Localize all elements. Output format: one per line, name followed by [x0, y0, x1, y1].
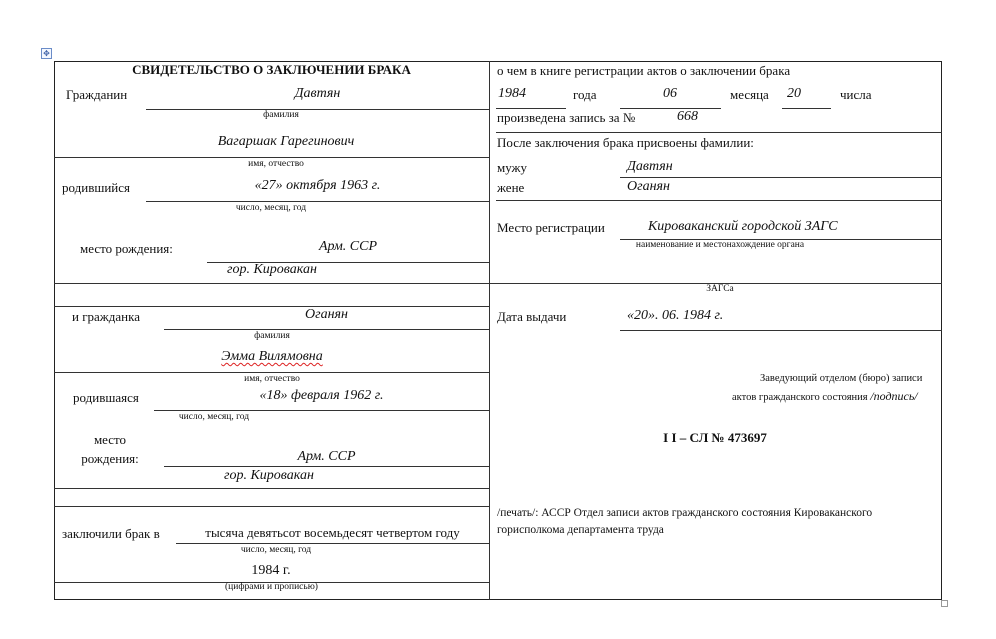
day-label: числа: [840, 87, 872, 102]
record-line: [496, 132, 942, 133]
row-border: [54, 157, 489, 158]
name2-caption: имя, отчество: [244, 374, 300, 384]
surname-caption: фамилия: [263, 110, 299, 120]
husband-label: мужу: [497, 160, 528, 175]
surname2-line: [164, 329, 489, 330]
head-line-1: Заведующий отделом (бюро) записи: [760, 373, 923, 384]
citizen2-surname: Оганян: [305, 307, 348, 322]
table-move-handle-icon[interactable]: ✥: [41, 48, 52, 59]
certificate-title: СВИДЕТЕЛЬСТВО О ЗАКЛЮЧЕНИИ БРАКА: [132, 62, 411, 77]
wife-line: [496, 200, 942, 201]
seal-line-2: горисполкома департамента труда: [497, 524, 664, 536]
surnames-line: После заключения брака присвоены фамилии:: [497, 135, 754, 150]
citizen-surname: Давтян: [294, 86, 341, 101]
issue-line: [620, 330, 942, 331]
row-border: [54, 372, 489, 373]
row-border: [54, 283, 942, 284]
citizen-label: Гражданин: [66, 87, 128, 102]
birthplace-region: Арм. ССР: [318, 239, 378, 254]
date2-line: [154, 410, 489, 411]
birthplace2-label-2: рождения:: [81, 451, 139, 466]
married-label: заключили брак в: [62, 526, 160, 541]
series-number: I I – СЛ № 473697: [663, 430, 767, 445]
date-caption: число, месяц, год: [235, 203, 307, 213]
birthplace2-label-1: место: [93, 432, 127, 447]
date2-caption: число, месяц, год: [178, 412, 250, 422]
head-line-2: [732, 389, 918, 404]
citizen-name: Вагаршак Гарегинович: [217, 134, 355, 149]
record-no: 668: [677, 109, 698, 124]
day-line: [782, 108, 831, 109]
record-year: 1984: [498, 86, 526, 101]
married-caption: число, месяц, год: [240, 545, 312, 555]
date-line: [146, 201, 489, 202]
wife-label: жене: [497, 180, 525, 195]
citizen2-label: и гражданка: [72, 309, 141, 324]
wife-surname: Оганян: [627, 179, 670, 194]
row-border: [54, 488, 489, 489]
record-book-line: о чем в книге регистрации актов о заключении брака: [497, 63, 791, 78]
married-year: 1984 г.: [251, 563, 291, 578]
married-line: [176, 543, 489, 544]
year-line: [496, 108, 566, 109]
married-year-caption: (цифрами и прописью): [225, 582, 318, 592]
head-line-2-text: актов гражданского состояния: [732, 392, 868, 403]
husband-surname: Давтян: [627, 159, 673, 174]
issue-date: «20». 06. 1984 г.: [627, 308, 724, 323]
birthplace2-region: Арм. ССР: [297, 449, 356, 464]
reg-place: Кироваканский городской ЗАГС: [648, 219, 838, 234]
born-label: родившийся: [62, 180, 131, 195]
seal-line-1: /печать/: АССР Отдел записи актов гражданского состояния Кироваканского: [497, 507, 873, 519]
row-border: [54, 506, 489, 507]
birthplace2-line: [164, 466, 489, 467]
reg-place-label: Место регистрации: [497, 220, 605, 235]
year-label: года: [573, 87, 597, 102]
record-day: 20: [787, 86, 801, 101]
born2-label: родившаяся: [73, 390, 139, 405]
born2-date: «18» февраля 1962 г.: [259, 388, 384, 403]
citizen2-name: [164, 349, 380, 365]
reg-caption: наименование и местонахождение органа: [635, 240, 805, 250]
birthplace2-city: гор. Кировакан: [224, 468, 314, 483]
record-no-label: произведена запись за №: [497, 110, 636, 125]
column-divider: [489, 61, 490, 600]
issue-label: Дата выдачи: [497, 309, 567, 324]
table-resize-handle[interactable]: [941, 600, 948, 607]
month-line: [620, 108, 721, 109]
born-date: «27» октября 1963 г.: [254, 178, 381, 193]
husband-line: [620, 177, 942, 178]
zags-caption: ЗАГСа: [706, 284, 734, 294]
citizen2-name-text: Эмма Вилямовна: [221, 349, 323, 364]
name-caption: имя, отчество: [248, 159, 304, 169]
record-month: 06: [663, 86, 677, 101]
surname2-caption: фамилия: [254, 331, 290, 341]
signature-mark: /подпись/: [870, 389, 918, 403]
married-words: тысяча девятьсот восемьдесят четвертом году: [205, 525, 460, 540]
month-label: месяца: [730, 87, 769, 102]
birthplace-city: гор. Кировакан: [227, 262, 317, 277]
birthplace-label: место рождения:: [80, 241, 173, 256]
